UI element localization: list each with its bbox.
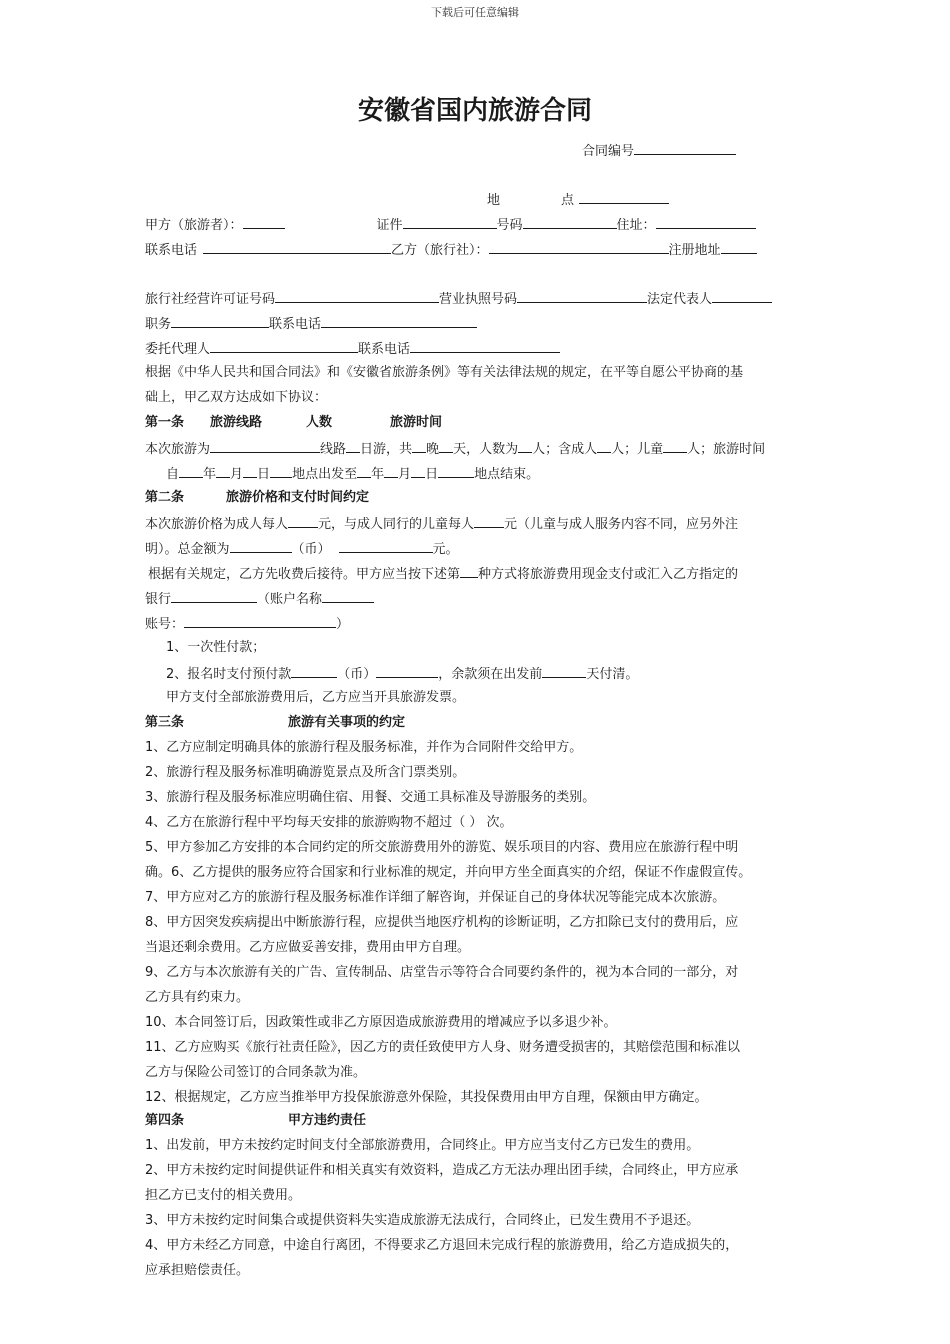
invoice-note: 甲方支付全部旅游费用后，乙方应当开具旅游发票。 bbox=[166, 690, 466, 705]
text: （币） bbox=[337, 667, 377, 682]
bank-blank[interactable] bbox=[171, 589, 257, 603]
text: 天，人数为 bbox=[453, 442, 519, 457]
party-a-phone-label: 联系电话 bbox=[145, 243, 198, 258]
party-a-phone-blank[interactable] bbox=[203, 240, 391, 254]
article-1-title-people: 人数 bbox=[306, 415, 333, 430]
adults-blank[interactable] bbox=[597, 439, 611, 453]
article-3-line: 确。6、乙方提供的服务应符合国家和行业标准的规定，并向甲方坐全面真实的介绍，保证不作虚假宣传。 bbox=[145, 865, 752, 880]
article-2-number: 第二条 bbox=[145, 490, 185, 505]
article-1-title-time: 旅游时间 bbox=[390, 415, 443, 430]
balance-days-blank[interactable] bbox=[542, 664, 586, 678]
reg-address-blank[interactable] bbox=[721, 240, 757, 254]
license-row bbox=[145, 289, 772, 309]
text: 本次旅游价格为成人每人 bbox=[145, 517, 289, 532]
deposit-words-blank[interactable] bbox=[376, 664, 438, 678]
agent-row bbox=[145, 339, 560, 359]
article-2-line-4 bbox=[145, 589, 374, 609]
article-3-line: 2、旅游行程及服务标准明确游览景点及所含门票类别。 bbox=[145, 765, 466, 780]
article-3-line: 7、甲方应对乙方的旅游行程及服务标准作详细了解咨询，并保证自己的身体状况等能完成本次旅游。 bbox=[145, 890, 726, 905]
article-2-line-1 bbox=[145, 514, 738, 534]
text: 日 bbox=[425, 467, 439, 482]
text: 日 bbox=[257, 467, 271, 482]
text: 地点出发至 bbox=[292, 467, 358, 482]
id-type-blank[interactable] bbox=[403, 215, 497, 229]
text: 月 bbox=[398, 467, 412, 482]
article-3-line: 12、根据规定，乙方应当推举甲方投保旅游意外保险，其投保费用由甲方自理，保额由甲方确定。 bbox=[145, 1090, 708, 1105]
agent-phone-label: 联系电话 bbox=[358, 342, 411, 357]
address-blank[interactable] bbox=[656, 215, 756, 229]
article-3-line: 4、乙方在旅游行程中平均每天安排的旅游购物不超过（ ） 次。 bbox=[145, 815, 513, 830]
route-blank[interactable] bbox=[210, 439, 320, 453]
business-license-blank[interactable] bbox=[517, 289, 647, 303]
article-3-line: 乙方具有约束力。 bbox=[145, 990, 250, 1005]
text: 元，与成人同行的儿童每人 bbox=[318, 517, 475, 532]
article-2-heading bbox=[145, 489, 369, 507]
text: ，余款须在出发前 bbox=[438, 667, 543, 682]
text: 账号： bbox=[145, 617, 185, 632]
article-4-line: 担乙方已支付的相关费用。 bbox=[145, 1188, 302, 1203]
position-label: 职务 bbox=[145, 317, 172, 332]
article-3-line: 10、本合同签订后，因政策性或非乙方原因造成旅游费用的增减应予以多退少补。 bbox=[145, 1015, 617, 1030]
text: 本次旅游为 bbox=[145, 442, 211, 457]
text: 根据有关规定，乙方先收费后接待。甲方应当按下述第 bbox=[148, 567, 461, 582]
article-1-heading bbox=[145, 414, 442, 432]
article-3-title: 旅游有关事项的约定 bbox=[288, 715, 406, 730]
contract-number-label: 合同编号 bbox=[582, 144, 635, 159]
id-label: 证件 bbox=[376, 218, 403, 233]
text: 元。 bbox=[432, 542, 459, 557]
text: 人；旅游时间 bbox=[687, 442, 766, 457]
position-blank[interactable] bbox=[171, 314, 269, 328]
end-month-blank[interactable] bbox=[384, 464, 398, 478]
text: 天付清。 bbox=[586, 667, 639, 682]
license-label: 旅行社经营许可证号码 bbox=[145, 292, 276, 307]
party-a-name-blank[interactable] bbox=[243, 215, 285, 229]
contract-number-blank[interactable] bbox=[634, 141, 736, 155]
text: 人；儿童 bbox=[611, 442, 664, 457]
article-1-line-2 bbox=[166, 464, 539, 484]
legal-rep-label: 法定代表人 bbox=[647, 292, 713, 307]
article-3-line: 11、乙方应购买《旅行社责任险》，因乙方的责任致使甲方人身、财务遭受损害的，其赔偿范围和标准以 bbox=[145, 1040, 741, 1055]
id-number-blank[interactable] bbox=[523, 215, 617, 229]
party-b-phone-blank[interactable] bbox=[321, 314, 477, 328]
place-row bbox=[487, 190, 669, 210]
start-place-blank[interactable] bbox=[270, 464, 292, 478]
agent-label: 委托代理人 bbox=[145, 342, 211, 357]
place-label-1: 地 bbox=[487, 193, 501, 208]
text: 银行 bbox=[145, 592, 172, 607]
preamble-line-2: 础上，甲乙双方达成如下协议： bbox=[145, 390, 328, 405]
text: 月 bbox=[230, 467, 244, 482]
total-amount-words-blank[interactable] bbox=[339, 539, 433, 553]
legal-rep-blank[interactable] bbox=[712, 289, 772, 303]
article-4-line: 1、出发前，甲方未按约定时间支付全部旅游费用，合同终止。甲方应当支付乙方已发生的费用。 bbox=[145, 1138, 700, 1153]
payment-option-1: 1、一次性付款； bbox=[166, 640, 266, 655]
total-days-blank[interactable] bbox=[439, 439, 453, 453]
end-year-blank[interactable] bbox=[357, 464, 371, 478]
article-3-line: 1、乙方应制定明确具体的旅游行程及服务标准，并作为合同附件交给甲方。 bbox=[145, 740, 583, 755]
article-1-number: 第一条 bbox=[145, 415, 185, 430]
article-4-title: 甲方违约责任 bbox=[288, 1113, 367, 1128]
text: 年 bbox=[371, 467, 385, 482]
article-3-line: 乙方与保险公司签订的合同条款为准。 bbox=[145, 1065, 367, 1080]
start-month-blank[interactable] bbox=[216, 464, 230, 478]
agent-blank[interactable] bbox=[210, 339, 358, 353]
start-year-blank[interactable] bbox=[179, 464, 203, 478]
end-day-blank[interactable] bbox=[411, 464, 425, 478]
text: 日游，共 bbox=[360, 442, 413, 457]
license-blank[interactable] bbox=[275, 289, 439, 303]
text: 地点结束。 bbox=[474, 467, 540, 482]
article-3-line: 5、甲方参加乙方安排的本合同约定的所交旅游费用外的游览、娱乐项目的内容、费用应在旅游行程中明 bbox=[145, 840, 739, 855]
account-name-blank[interactable] bbox=[322, 589, 374, 603]
nights-blank[interactable] bbox=[412, 439, 426, 453]
party-a-row bbox=[145, 215, 756, 235]
deposit-blank[interactable] bbox=[291, 664, 337, 678]
article-4-line: 3、甲方未按约定时间集合或提供资料失实造成旅游无法成行，合同终止，已发生费用不予退还。 bbox=[145, 1213, 700, 1228]
text: 晚 bbox=[426, 442, 440, 457]
party-b-label: 乙方（旅行社）： bbox=[391, 243, 489, 258]
contract-number bbox=[582, 141, 736, 161]
text: 明）。总金额为 bbox=[145, 542, 230, 557]
header-note: 下载后可任意编辑 bbox=[431, 6, 519, 19]
days-blank[interactable] bbox=[346, 439, 360, 453]
text: （币） bbox=[291, 542, 331, 557]
page-title: 安徽省国内旅游合同 bbox=[357, 96, 592, 126]
adult-price-blank[interactable] bbox=[288, 514, 318, 528]
article-4-line: 应承担赔偿责任。 bbox=[145, 1263, 250, 1278]
position-row bbox=[145, 314, 477, 334]
place-label-2: 点 bbox=[561, 193, 575, 208]
article-3-line: 3、旅游行程及服务标准应明确住宿、用餐、交通工具标准及导游服务的类别。 bbox=[145, 790, 596, 805]
reg-address-label: 注册地址 bbox=[668, 243, 721, 258]
preamble-line-1: 根据《中华人民共和国合同法》和《安徽省旅游条例》等有关法律法规的规定，在平等自愿公平协商的基 bbox=[145, 365, 744, 380]
end-place-blank[interactable] bbox=[438, 464, 474, 478]
article-3-number: 第三条 bbox=[145, 715, 185, 730]
payment-option-2 bbox=[166, 664, 638, 684]
id-number-label: 号码 bbox=[496, 218, 523, 233]
account-number-blank[interactable] bbox=[184, 614, 336, 628]
article-3-line: 9、乙方与本次旅游有关的广告、宣传制品、店堂告示等符合合同要约条件的，视为本合同的一部分，对 bbox=[145, 965, 739, 980]
address-label: 住址： bbox=[616, 218, 656, 233]
total-amount-blank[interactable] bbox=[230, 539, 292, 553]
child-price-blank[interactable] bbox=[474, 514, 504, 528]
article-2-line-2 bbox=[145, 539, 459, 559]
text: 种方式将旅游费用现金支付或汇入乙方指定的 bbox=[478, 567, 739, 582]
article-3-line: 8、甲方因突发疾病提出中断旅游行程，应提供当地医疗机构的诊断证明，乙方扣除已支付的费用后，应 bbox=[145, 915, 739, 930]
text: ） bbox=[336, 617, 350, 632]
article-4-number: 第四条 bbox=[145, 1113, 185, 1128]
text: 人；含成人 bbox=[532, 442, 598, 457]
article-4-line: 2、甲方未按约定时间提供证件和相关真实有效资料，造成乙方无法办理出团手续，合同终止，甲方应承 bbox=[145, 1163, 739, 1178]
party-b-name-blank[interactable] bbox=[489, 240, 669, 254]
people-blank[interactable] bbox=[518, 439, 532, 453]
text: 元（儿童与成人服务内容不同，应另外注 bbox=[504, 517, 739, 532]
article-2-line-3 bbox=[148, 564, 738, 584]
phone-party-b-row bbox=[145, 240, 757, 260]
children-blank[interactable] bbox=[663, 439, 687, 453]
party-a-label: 甲方（旅游者）： bbox=[145, 218, 243, 233]
text: 自 bbox=[166, 467, 180, 482]
article-2-title: 旅游价格和支付时间约定 bbox=[226, 490, 370, 505]
place-blank[interactable] bbox=[579, 190, 669, 204]
article-3-heading bbox=[145, 714, 405, 732]
text: 年 bbox=[203, 467, 217, 482]
article-3-line: 当退还剩余费用。乙方应做妥善安排，费用由甲方自理。 bbox=[145, 940, 471, 955]
article-2-line-5 bbox=[145, 614, 349, 634]
payment-method-blank[interactable] bbox=[460, 564, 478, 578]
start-day-blank[interactable] bbox=[243, 464, 257, 478]
text: （账户名称 bbox=[257, 592, 323, 607]
article-1-line-1 bbox=[145, 439, 765, 459]
text: 线路 bbox=[320, 442, 347, 457]
agent-phone-blank[interactable] bbox=[410, 339, 560, 353]
article-1-title-route: 旅游线路 bbox=[210, 415, 263, 430]
business-license-label: 营业执照号码 bbox=[439, 292, 518, 307]
text: 2、报名时支付预付款 bbox=[166, 667, 292, 682]
article-4-heading bbox=[145, 1112, 366, 1130]
article-4-line: 4、甲方未经乙方同意，中途自行离团，不得要求乙方退回未完成行程的旅游费用，给乙方造成损失的， bbox=[145, 1238, 739, 1253]
party-b-phone-label: 联系电话 bbox=[269, 317, 322, 332]
